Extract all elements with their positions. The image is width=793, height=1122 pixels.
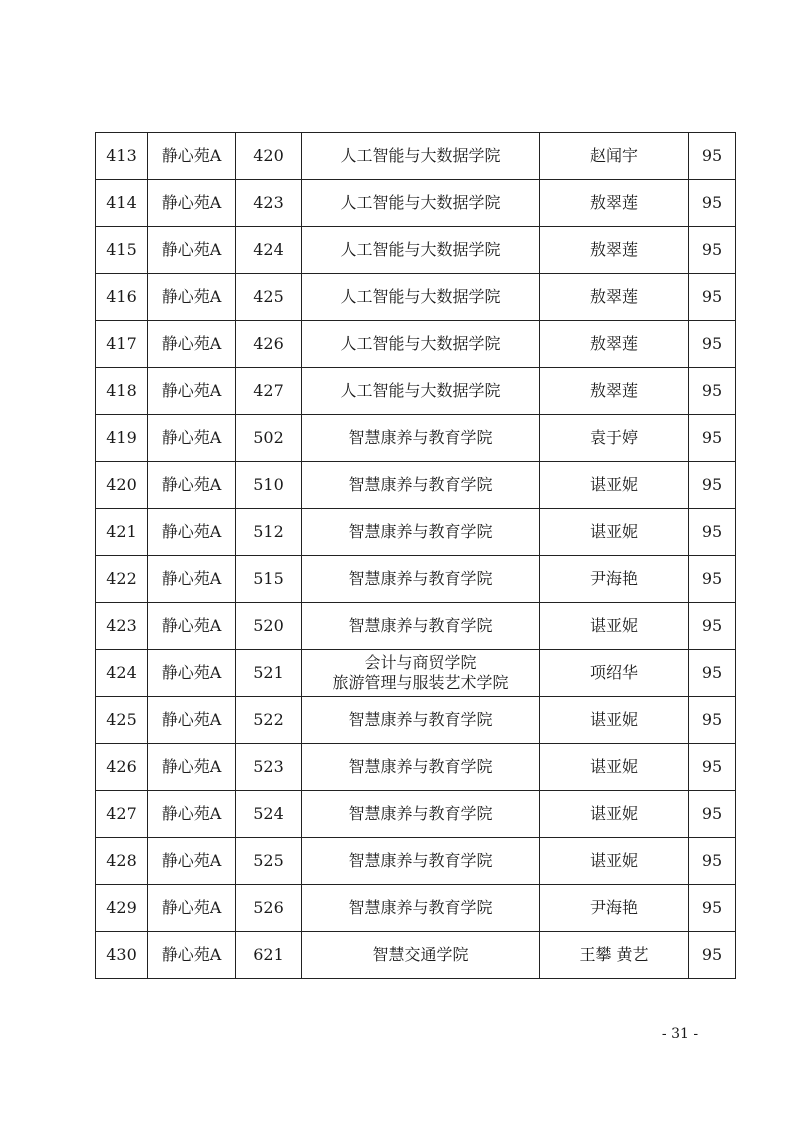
- college-line: 会计与商贸学院: [364, 653, 477, 672]
- cell-score: 95: [689, 932, 736, 979]
- cell-room: 420: [236, 133, 302, 180]
- cell-college: [302, 932, 540, 979]
- cell-college: [302, 462, 540, 509]
- cell-college: [302, 791, 540, 838]
- cell-building: 静心苑A: [148, 650, 236, 697]
- cell-index: 428: [96, 838, 148, 885]
- table-row: [96, 180, 736, 227]
- cell-manager: 敖翠莲: [540, 227, 689, 274]
- cell-score: 95: [689, 744, 736, 791]
- college-line: 智慧康养与教育学院: [348, 898, 493, 917]
- college-line: 旅游管理与服装艺术学院: [332, 673, 509, 692]
- cell-index: 425: [96, 697, 148, 744]
- cell-score: 95: [689, 697, 736, 744]
- cell-room: 621: [236, 932, 302, 979]
- cell-score: 95: [689, 791, 736, 838]
- cell-building: 静心苑A: [148, 791, 236, 838]
- cell-building: 静心苑A: [148, 744, 236, 791]
- cell-score: 95: [689, 603, 736, 650]
- cell-room: 425: [236, 274, 302, 321]
- cell-building: 静心苑A: [148, 556, 236, 603]
- college-line: 智慧康养与教育学院: [348, 428, 493, 447]
- cell-index: 420: [96, 462, 148, 509]
- cell-index: 424: [96, 650, 148, 697]
- cell-building: 静心苑A: [148, 509, 236, 556]
- cell-index: 415: [96, 227, 148, 274]
- cell-room: 526: [236, 885, 302, 932]
- cell-manager: 尹海艳: [540, 885, 689, 932]
- cell-college: [302, 650, 540, 697]
- page-number: - 31 -: [661, 1026, 699, 1042]
- table-row: [96, 885, 736, 932]
- cell-score: 95: [689, 133, 736, 180]
- cell-manager: 敖翠莲: [540, 274, 689, 321]
- table-row: [96, 791, 736, 838]
- cell-index: 418: [96, 368, 148, 415]
- cell-manager: 尹海艳: [540, 556, 689, 603]
- table-row: [96, 838, 736, 885]
- table-row: [96, 368, 736, 415]
- cell-college: [302, 603, 540, 650]
- college-line: 人工智能与大数据学院: [340, 334, 501, 353]
- cell-index: 426: [96, 744, 148, 791]
- cell-room: 424: [236, 227, 302, 274]
- cell-index: 429: [96, 885, 148, 932]
- cell-index: 422: [96, 556, 148, 603]
- college-line: 智慧交通学院: [372, 945, 469, 964]
- college-line: 智慧康养与教育学院: [348, 569, 493, 588]
- cell-room: 522: [236, 697, 302, 744]
- cell-manager: 谌亚妮: [540, 603, 689, 650]
- cell-college: [302, 133, 540, 180]
- cell-manager: 谌亚妮: [540, 697, 689, 744]
- cell-college: [302, 697, 540, 744]
- cell-building: 静心苑A: [148, 462, 236, 509]
- cell-room: 520: [236, 603, 302, 650]
- college-line: 智慧康养与教育学院: [348, 710, 493, 729]
- cell-room: 523: [236, 744, 302, 791]
- cell-index: 416: [96, 274, 148, 321]
- cell-college: [302, 180, 540, 227]
- cell-room: 426: [236, 321, 302, 368]
- college-line: 人工智能与大数据学院: [340, 193, 501, 212]
- cell-college: [302, 838, 540, 885]
- college-line: 智慧康养与教育学院: [348, 475, 493, 494]
- table-row: [96, 744, 736, 791]
- cell-building: 静心苑A: [148, 603, 236, 650]
- cell-room: 525: [236, 838, 302, 885]
- cell-building: 静心苑A: [148, 180, 236, 227]
- cell-building: 静心苑A: [148, 368, 236, 415]
- cell-index: 414: [96, 180, 148, 227]
- cell-building: 静心苑A: [148, 227, 236, 274]
- cell-manager: 谌亚妮: [540, 744, 689, 791]
- table-row: [96, 415, 736, 462]
- college-line: 人工智能与大数据学院: [340, 381, 501, 400]
- table-row: [96, 650, 736, 697]
- cell-score: 95: [689, 509, 736, 556]
- cell-score: 95: [689, 556, 736, 603]
- cell-score: 95: [689, 462, 736, 509]
- cell-index: 419: [96, 415, 148, 462]
- table-row: [96, 509, 736, 556]
- cell-manager: 敖翠莲: [540, 180, 689, 227]
- cell-building: 静心苑A: [148, 274, 236, 321]
- cell-index: 413: [96, 133, 148, 180]
- cell-room: 512: [236, 509, 302, 556]
- cell-room: 524: [236, 791, 302, 838]
- table-row: [96, 462, 736, 509]
- cell-score: 95: [689, 650, 736, 697]
- cell-score: 95: [689, 274, 736, 321]
- cell-college: [302, 509, 540, 556]
- college-line: 人工智能与大数据学院: [340, 287, 501, 306]
- cell-building: 静心苑A: [148, 885, 236, 932]
- cell-score: 95: [689, 885, 736, 932]
- cell-room: 427: [236, 368, 302, 415]
- cell-college: [302, 556, 540, 603]
- cell-index: 430: [96, 932, 148, 979]
- cell-index: 423: [96, 603, 148, 650]
- cell-college: [302, 744, 540, 791]
- cell-college: [302, 368, 540, 415]
- cell-building: 静心苑A: [148, 321, 236, 368]
- cell-college: [302, 321, 540, 368]
- cell-room: 502: [236, 415, 302, 462]
- cell-building: 静心苑A: [148, 932, 236, 979]
- cell-manager: 谌亚妮: [540, 462, 689, 509]
- cell-room: 521: [236, 650, 302, 697]
- table-row: [96, 274, 736, 321]
- cell-building: 静心苑A: [148, 697, 236, 744]
- cell-index: 417: [96, 321, 148, 368]
- cell-room: 510: [236, 462, 302, 509]
- table-row: [96, 556, 736, 603]
- table-body: [96, 133, 736, 979]
- cell-score: 95: [689, 838, 736, 885]
- table-row: [96, 321, 736, 368]
- cell-manager: 王攀 黄艺: [540, 932, 689, 979]
- cell-index: 427: [96, 791, 148, 838]
- cell-score: 95: [689, 180, 736, 227]
- cell-score: 95: [689, 415, 736, 462]
- table-row: [96, 227, 736, 274]
- cell-score: 95: [689, 368, 736, 415]
- cell-college: [302, 415, 540, 462]
- cell-score: 95: [689, 321, 736, 368]
- cell-manager: 项绍华: [540, 650, 689, 697]
- cell-index: 421: [96, 509, 148, 556]
- table-row: [96, 697, 736, 744]
- cell-room: 515: [236, 556, 302, 603]
- cell-college: [302, 885, 540, 932]
- cell-manager: 敖翠莲: [540, 321, 689, 368]
- dorm-score-table: [95, 132, 736, 979]
- table-row: [96, 603, 736, 650]
- cell-college: [302, 227, 540, 274]
- college-line: 智慧康养与教育学院: [348, 804, 493, 823]
- cell-building: 静心苑A: [148, 838, 236, 885]
- cell-manager: 谌亚妮: [540, 509, 689, 556]
- cell-manager: 赵闻宇: [540, 133, 689, 180]
- college-line: 人工智能与大数据学院: [340, 146, 501, 165]
- cell-manager: 敖翠莲: [540, 368, 689, 415]
- college-line: 智慧康养与教育学院: [348, 616, 493, 635]
- cell-manager: 谌亚妮: [540, 838, 689, 885]
- cell-manager: 袁于婷: [540, 415, 689, 462]
- cell-building: 静心苑A: [148, 133, 236, 180]
- college-line: 智慧康养与教育学院: [348, 851, 493, 870]
- cell-score: 95: [689, 227, 736, 274]
- table-row: [96, 133, 736, 180]
- table-row: [96, 932, 736, 979]
- college-line: 智慧康养与教育学院: [348, 522, 493, 541]
- cell-manager: 谌亚妮: [540, 791, 689, 838]
- college-line: 人工智能与大数据学院: [340, 240, 501, 259]
- college-line: 智慧康养与教育学院: [348, 757, 493, 776]
- cell-building: 静心苑A: [148, 415, 236, 462]
- cell-room: 423: [236, 180, 302, 227]
- cell-college: [302, 274, 540, 321]
